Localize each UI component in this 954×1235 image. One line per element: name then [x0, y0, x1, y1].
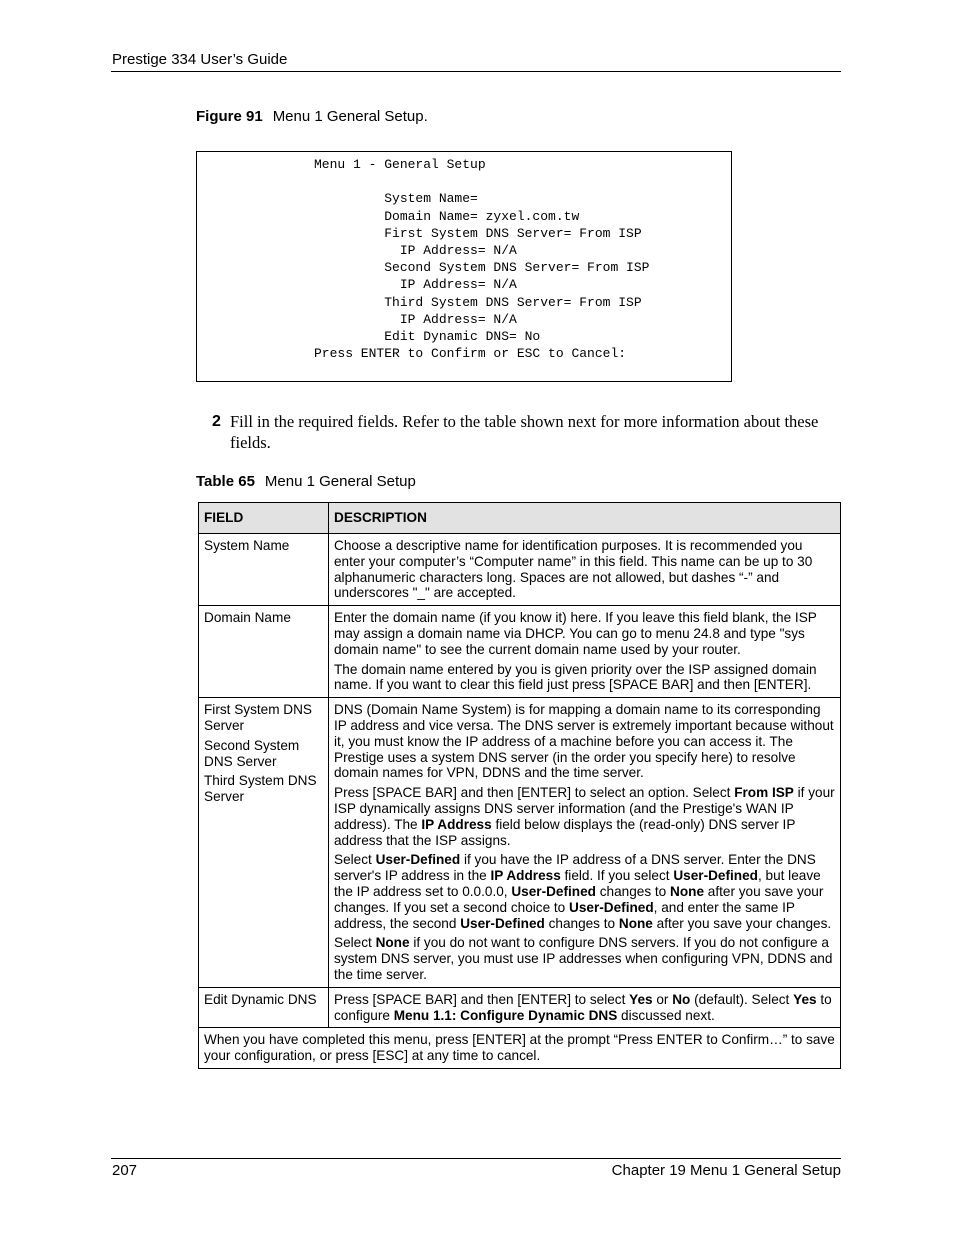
table-footer-row — [199, 1028, 841, 1069]
field-name: System Name — [204, 538, 290, 553]
table-row — [199, 987, 841, 1028]
header-divider — [111, 71, 841, 72]
description-paragraph: The domain name entered by you is given priority over the ISP assigned domain name. If you want to clear this field just press [SPACE BAR] and then [ENTER]. — [334, 661, 817, 693]
table-caption — [196, 473, 416, 490]
field-name-cell — [199, 987, 329, 1028]
table-footer-note: When you have completed this menu, press [ENTER] at the prompt “Press ENTER to Confirm…” to save your configuration, or press [ESC] at any time to cancel. — [199, 1028, 841, 1069]
description-paragraph: Press [SPACE BAR] and then [ENTER] to select an option. Select From ISP if your ISP dynamically assigns DNS server information (and the Prestige's WAN IP address). The IP Address field below displays the (read-only) DNS server IP address that the ISP assigns. — [334, 785, 835, 848]
field-name: First System DNS Server — [204, 702, 312, 733]
description-paragraph: Choose a descriptive name for identification purposes. It is recommended you enter your computer’s “Computer name” in this field. This name can be up to 30 alphanumeric characters long. Spaces are not allowed, but dashes “-” and underscores "_" are accepted. — [334, 538, 813, 601]
field-name: Second System DNS Server — [204, 737, 300, 769]
terminal-text: Menu 1 - General Setup System Name= Domain Name= zyxel.com.tw First System DNS Server= From ISP IP Address= N/A Second System DNS Server= From ISP IP Address= N/A Third System DNS Server= From ISP IP Address= N/A Edit Dynamic DNS= No Press ENTER to Confirm or ESC to Cancel: — [314, 157, 650, 362]
column-header-description: DESCRIPTION — [329, 503, 841, 534]
table-row — [199, 534, 841, 606]
table-header-row — [199, 503, 841, 534]
description-cell — [329, 987, 841, 1028]
field-name-cell — [199, 606, 329, 698]
field-description-table — [198, 502, 841, 1069]
footer-divider — [111, 1158, 841, 1159]
chapter-title: Chapter 19 Menu 1 General Setup — [611, 1162, 841, 1179]
description-paragraph: Select User-Defined if you have the IP address of a DNS server. Enter the DNS server's IP address in the IP Address field. If you select User-Defined, but leave the IP address set to 0.0.0.0, User-Defined changes to None after you save your changes. If you set a second choice to User-Defined, and enter the same IP address, the second User-Defined changes to None after you save your changes. — [334, 852, 832, 931]
description-paragraph: Select None if you do not want to configure DNS servers. If you do not configure a system DNS server, you must use IP addresses when configuring VPN, DDNS and the time server. — [334, 935, 833, 982]
description-cell — [329, 606, 841, 698]
column-header-field: FIELD — [199, 503, 329, 534]
field-name: Domain Name — [204, 610, 291, 626]
field-name: Third System DNS Server — [204, 773, 317, 805]
description-cell — [329, 534, 841, 606]
table-row — [199, 606, 841, 698]
figure-label: Figure 91 — [196, 108, 263, 125]
description-cell — [329, 698, 841, 988]
figure-caption — [196, 108, 428, 125]
step-text: Fill in the required fields. Refer to the table shown next for more information about these fields. — [230, 412, 819, 452]
header-title: Prestige 334 User’s Guide — [112, 51, 288, 68]
terminal-screen — [196, 151, 732, 382]
figure-title: Menu 1 General Setup. — [272, 108, 428, 125]
table-title: Menu 1 General Setup — [264, 473, 416, 490]
description-paragraph: Press [SPACE BAR] and then [ENTER] to select Yes or No (default). Select Yes to configure Menu 1.1: Configure Dynamic DNS discussed next. — [334, 991, 832, 1023]
step-number: 2 — [212, 413, 221, 430]
description-paragraph: DNS (Domain Name System) is for mapping a domain name to its corresponding IP address and vice versa. The DNS server is extremely important because without it, you must know the IP address of a machine before you can access it. The Prestige uses a system DNS server (in the order you specify here) to resolve domain names for VPN, DDNS and the time server. — [334, 702, 834, 781]
field-name-cell — [199, 698, 329, 988]
step-2 — [212, 411, 842, 453]
table-label: Table 65 — [196, 473, 255, 490]
description-paragraph: Enter the domain name (if you know it) here. If you leave this field blank, the ISP may assign a domain name via DHCP. You can go to menu 24.8 and type "sys domain name" to see the current domain name used by your router. — [334, 610, 817, 657]
field-name-cell — [199, 534, 329, 606]
table-row — [199, 698, 841, 988]
table-body — [199, 534, 841, 1028]
field-name: Edit Dynamic DNS — [204, 991, 317, 1007]
page-number: 207 — [112, 1162, 138, 1179]
